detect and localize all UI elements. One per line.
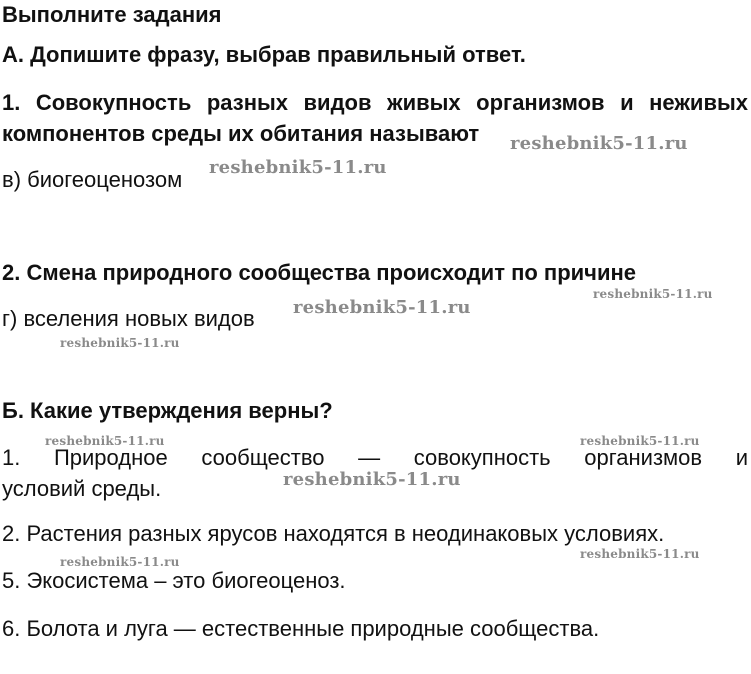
question-2-answer: г) вселения новых видов bbox=[2, 306, 255, 331]
statement-2: 2. Растения разных ярусов находятся в неодинаковых условиях. bbox=[2, 521, 665, 546]
section-a-title: А. Допишите фразу, выбрав правильный ответ. bbox=[2, 42, 526, 67]
question-1-answer: в) биогеоценозом bbox=[2, 167, 183, 192]
watermark: reshebnik5-11.ru bbox=[580, 434, 700, 448]
statement-1-line-2: условий среды. bbox=[2, 476, 162, 501]
statement-1-line-1: 1. Природное сообщество — совокупность организмов и bbox=[2, 445, 748, 470]
watermark: reshebnik5-11.ru bbox=[45, 434, 165, 448]
watermark: reshebnik5-11.ru bbox=[580, 547, 700, 561]
watermark: reshebnik5-11.ru bbox=[593, 287, 713, 301]
watermark: reshebnik5-11.ru bbox=[293, 297, 471, 318]
watermark: reshebnik5-11.ru bbox=[510, 133, 688, 154]
statement-5: 5. Экосистема – это биогеоценоз. bbox=[2, 568, 346, 593]
question-1-line-2: компонентов среды их обитания называют bbox=[2, 121, 480, 146]
statement-6: 6. Болота и луга — естественные природные сообщества. bbox=[2, 616, 600, 641]
watermark: reshebnik5-11.ru bbox=[60, 555, 180, 569]
question-2-text: 2. Смена природного сообщества происходит по причине bbox=[2, 260, 637, 285]
question-1-line-1: 1. Совокупность разных видов живых организмов и неживых bbox=[2, 90, 748, 115]
section-b-title: Б. Какие утверждения верны? bbox=[2, 398, 333, 423]
watermark: reshebnik5-11.ru bbox=[209, 157, 387, 178]
watermark: reshebnik5-11.ru bbox=[283, 469, 461, 490]
page-heading: Выполните задания bbox=[2, 2, 222, 27]
watermark: reshebnik5-11.ru bbox=[60, 336, 180, 350]
